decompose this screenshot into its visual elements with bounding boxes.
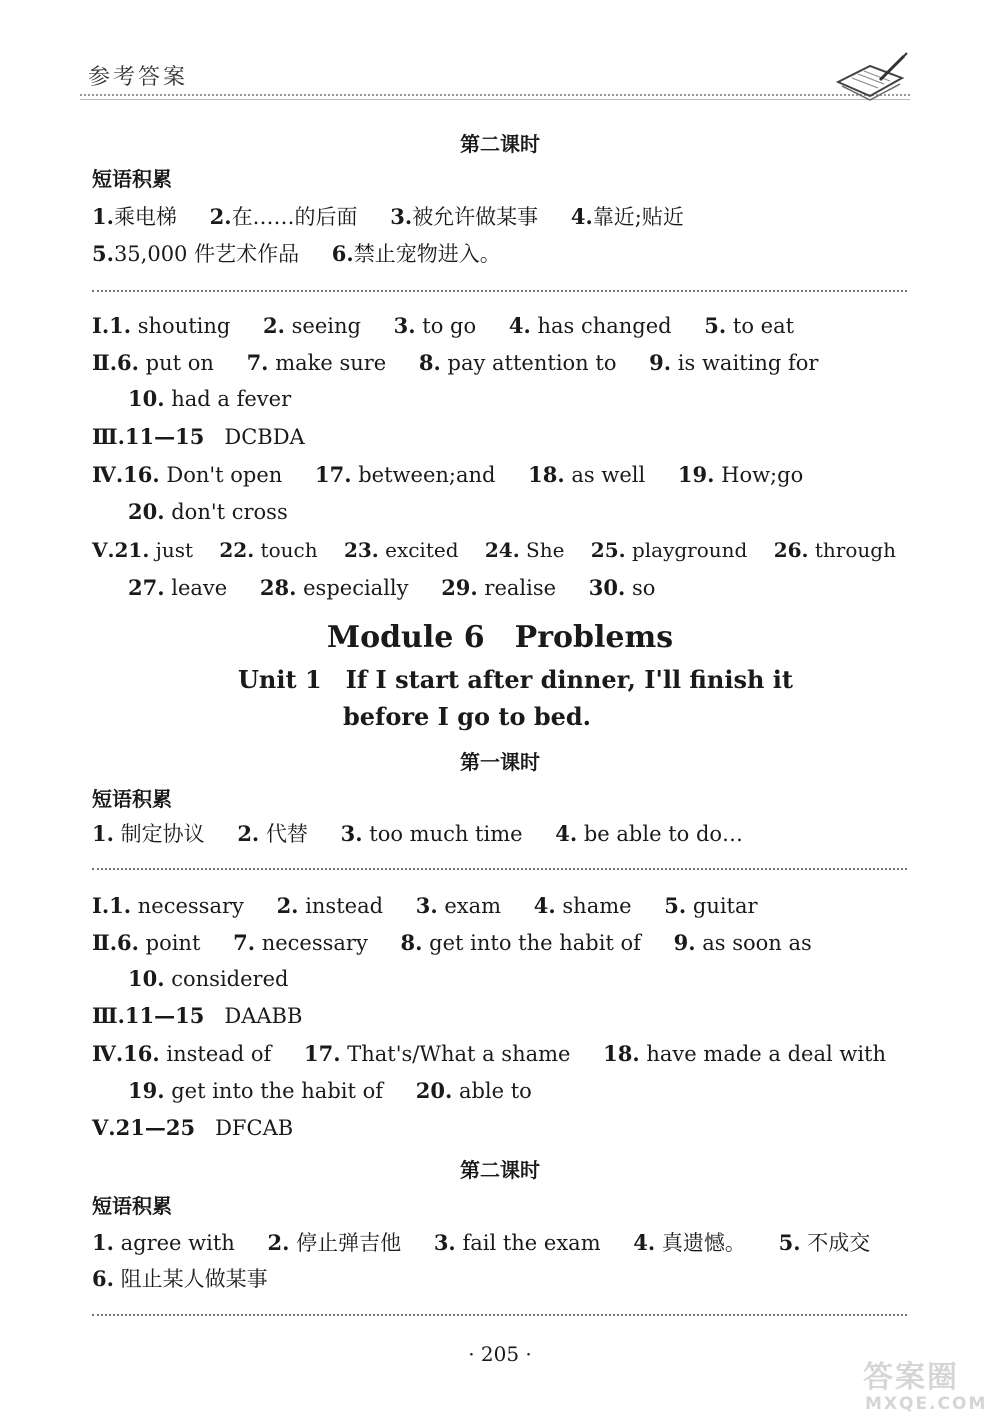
phrase-row (92, 201, 684, 231)
answer-item: Ⅴ.21. just (92, 538, 194, 562)
answer-item: 2. 停止弹吉他 (267, 1230, 402, 1255)
answer-item: 4.靠近;贴近 (570, 204, 684, 229)
answer-item: 3. exam (415, 893, 502, 918)
answer-row (128, 499, 288, 524)
answer-item: 6. 阻止某人做某事 (92, 1266, 268, 1291)
watermark-url: MXQE.COM (865, 1394, 988, 1414)
answer-item: 3. to go (393, 313, 477, 338)
site-watermark (857, 1350, 992, 1420)
answer-row (92, 424, 305, 449)
answer-item: Ⅲ.11—15 DAABB (92, 1003, 303, 1028)
answer-row (92, 893, 758, 918)
answer-item: 5.35,000 件艺术作品 (92, 241, 300, 266)
header-title: 参考答案 (88, 65, 189, 90)
answer-item: 2.在……的后面 (209, 204, 358, 229)
answer-row (92, 313, 794, 338)
answer-item: 1. agree with (92, 1230, 235, 1255)
answer-row (92, 1041, 886, 1066)
unit-title-continued: before I go to bed. (343, 702, 592, 731)
answer-item: Ⅰ.1. shouting (92, 313, 231, 338)
phrase-row (92, 1227, 870, 1257)
answer-row (92, 1115, 293, 1140)
answer-item: 4. 真遗憾。 (633, 1230, 746, 1255)
answer-item: Ⅰ.1. necessary (92, 893, 244, 918)
answer-item: 18. as well (528, 462, 646, 487)
answer-item: 10. considered (128, 966, 289, 991)
answer-item: 3. fail the exam (433, 1230, 601, 1255)
dotted-separator (92, 868, 907, 870)
answer-item: 1.乘电梯 (92, 204, 177, 229)
unit-title: Unit 1 If I start after dinner, I'll finish it (238, 665, 793, 694)
answer-item: 3.被允许做某事 (390, 204, 539, 229)
answer-item: Ⅳ.16. instead of (92, 1041, 272, 1066)
header-divider-solid (80, 99, 910, 100)
phrase-heading: 短语积累 (92, 787, 172, 811)
answer-item: Ⅱ.6. put on (92, 350, 214, 375)
answer-item: 20. don't cross (128, 499, 288, 524)
answer-row (128, 966, 288, 991)
answer-item: 28. especially (259, 575, 409, 600)
answer-item: 7. make sure (246, 350, 387, 375)
page-header (80, 52, 910, 112)
phrase-heading: 短语积累 (92, 167, 172, 191)
answer-row (92, 350, 818, 375)
answer-item: 5. 不成交 (778, 1230, 871, 1255)
lesson-heading: 第二课时 (460, 132, 540, 156)
answer-row (128, 1078, 532, 1103)
answer-item: 18. have made a deal with (603, 1041, 887, 1066)
notebook-pen-icon (830, 52, 910, 102)
answer-row (92, 930, 812, 955)
answer-item: 20. able to (415, 1078, 532, 1103)
answer-item: Ⅴ.21—25 DFCAB (92, 1115, 294, 1140)
answer-item: 3. too much time (340, 821, 523, 846)
module-title: Module 6 Problems (326, 620, 674, 655)
answer-item: 6.禁止宠物进入。 (331, 241, 501, 266)
answer-item: 2. seeing (263, 313, 361, 338)
dotted-separator (92, 1314, 907, 1316)
answer-item: 10. had a fever (128, 386, 292, 411)
answer-item: 7. necessary (233, 930, 368, 955)
answer-row (92, 462, 803, 487)
answer-row (92, 1003, 302, 1028)
lesson-heading: 第一课时 (460, 750, 540, 774)
answer-item: 4. be able to do… (555, 821, 744, 846)
answer-item: 23. excited (343, 538, 459, 562)
answer-item: 9. as soon as (673, 930, 812, 955)
answer-item: 2. 代替 (237, 821, 308, 846)
answer-item: Ⅳ.16. Don't open (92, 462, 283, 487)
dotted-separator (92, 290, 907, 292)
page-number: · 205 · (468, 1342, 532, 1366)
phrase-row (92, 238, 501, 268)
answer-item: 19. How;go (677, 462, 804, 487)
answer-row (128, 386, 291, 411)
answer-item: 25. playground (590, 538, 748, 562)
answer-item: 17. That's/What a shame (304, 1041, 571, 1066)
answer-item: 30. so (588, 575, 656, 600)
header-divider (80, 94, 910, 96)
answer-item: 5. to eat (704, 313, 795, 338)
answer-item: 5. guitar (664, 893, 758, 918)
answer-item: 4. shame (533, 893, 632, 918)
lesson-heading: 第二课时 (460, 1158, 540, 1182)
answer-item: 19. get into the habit of (128, 1078, 384, 1103)
answer-row (128, 575, 655, 600)
answer-item: 8. get into the habit of (400, 930, 641, 955)
answer-item: Ⅱ.6. point (92, 930, 201, 955)
phrase-heading: 短语积累 (92, 1194, 172, 1218)
answer-item: 8. pay attention to (418, 350, 617, 375)
answer-item: 29. realise (441, 575, 557, 600)
answer-item: 1. 制定协议 (92, 821, 205, 846)
answer-item: 2. instead (276, 893, 384, 918)
answer-item: 22. touch (219, 538, 318, 562)
watermark-logo: 答案圈 (863, 1360, 959, 1395)
phrase-row (92, 818, 743, 848)
answer-row (92, 538, 896, 562)
answer-item: 17. between;and (315, 462, 496, 487)
answer-item: 26. through (773, 538, 896, 562)
phrase-row (92, 1263, 268, 1293)
answer-item: Ⅲ.11—15 DCBDA (92, 424, 305, 449)
answer-item: 27. leave (128, 575, 228, 600)
answer-item: 4. has changed (508, 313, 672, 338)
answer-item: 24. She (484, 538, 565, 562)
answer-item: 9. is waiting for (649, 350, 819, 375)
